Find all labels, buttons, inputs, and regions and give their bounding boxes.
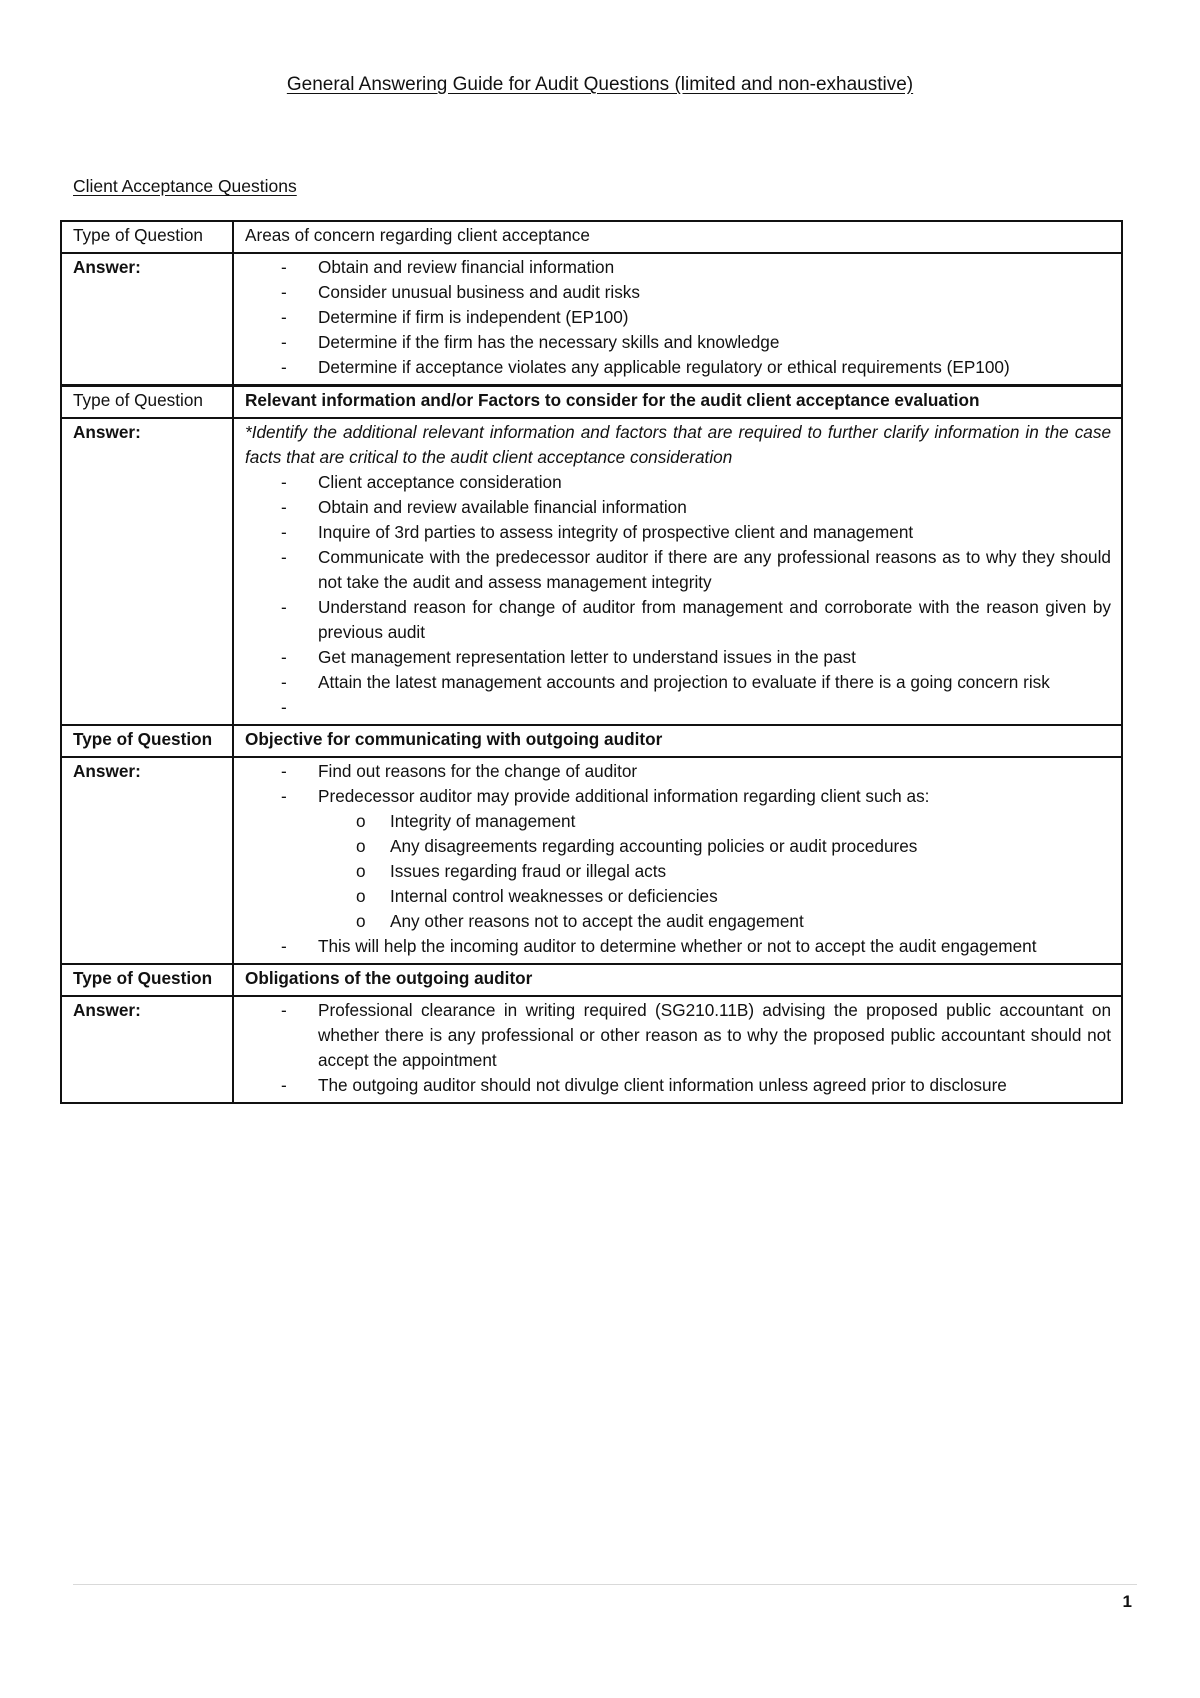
answer-row bbox=[61, 418, 1122, 725]
question-row bbox=[61, 964, 1122, 996]
answer-item: - Obtain and review available financial information bbox=[245, 495, 1111, 520]
answer-label: Answer: bbox=[61, 757, 233, 964]
answer-content bbox=[233, 418, 1122, 725]
answer-item: - Determine if acceptance violates any applicable regulatory or ethical requirements (EP100) bbox=[245, 355, 1111, 380]
type-of-question-label: Type of Question bbox=[61, 964, 233, 996]
answer-list bbox=[245, 759, 1111, 959]
answer-label: Answer: bbox=[61, 996, 233, 1103]
answer-item bbox=[245, 784, 1111, 934]
answer-item: - Obtain and review financial information bbox=[245, 255, 1111, 280]
answer-item: - Get management representation letter to understand issues in the past bbox=[245, 645, 1111, 670]
answer-item: - The outgoing auditor should not divulge client information unless agreed prior to disclosure bbox=[245, 1073, 1111, 1098]
question-row bbox=[61, 221, 1122, 253]
answer-content bbox=[233, 253, 1122, 386]
answer-list bbox=[245, 998, 1111, 1098]
document-title: General Answering Guide for Audit Questions (limited and non-exhaustive) bbox=[286, 74, 914, 95]
answer-item-text: Consider unusual business and audit risks bbox=[318, 282, 640, 302]
answer-item: - Inquire of 3rd parties to assess integrity of prospective client and management bbox=[245, 520, 1111, 545]
answer-subitem: o Integrity of management bbox=[318, 809, 1111, 834]
type-of-question-label: Type of Question bbox=[61, 725, 233, 757]
question-row bbox=[61, 725, 1122, 757]
section-heading: Client Acceptance Questions bbox=[73, 176, 297, 196]
answer-note: *Identify the additional relevant information and factors that are required to further clarify information in the case facts that are critical to the audit client acceptance consideration bbox=[245, 422, 1111, 467]
answer-item: - Find out reasons for the change of auditor bbox=[245, 759, 1111, 784]
answer-sublist bbox=[245, 809, 1111, 934]
client-acceptance-table bbox=[60, 220, 1123, 1104]
answer-item: - Communicate with the predecessor auditor if there are any professional reasons as to why they should not take the audit and assess management integrity bbox=[245, 545, 1111, 595]
answer-list bbox=[245, 255, 1111, 380]
question-text: Areas of concern regarding client acceptance bbox=[233, 221, 1122, 253]
answer-content bbox=[233, 996, 1122, 1103]
question-text: Objective for communicating with outgoing auditor bbox=[233, 725, 1122, 757]
answer-row bbox=[61, 996, 1122, 1103]
answer-item: - Determine if the firm has the necessary skills and knowledge bbox=[245, 330, 1111, 355]
answer-row bbox=[61, 253, 1122, 386]
question-text: Obligations of the outgoing auditor bbox=[233, 964, 1122, 996]
answer-item bbox=[245, 280, 1111, 305]
page-number: 1 bbox=[1122, 1592, 1132, 1611]
answer-item: - Determine if firm is independent (EP100) bbox=[245, 305, 1111, 330]
answer-item: - This will help the incoming auditor to determine whether or not to accept the audit engagement bbox=[245, 934, 1111, 959]
answer-item: - Understand reason for change of auditor from management and corroborate with the reason given by previous audit bbox=[245, 595, 1111, 645]
type-of-question-label: Type of Question bbox=[61, 386, 233, 419]
answer-item-empty bbox=[245, 695, 1111, 720]
answer-subitem: o Any other reasons not to accept the audit engagement bbox=[318, 909, 1111, 934]
answer-item: - Client acceptance consideration bbox=[245, 470, 1111, 495]
answer-row bbox=[61, 757, 1122, 964]
answer-subitem: o Issues regarding fraud or illegal acts bbox=[318, 859, 1111, 884]
answer-subitem: o Internal control weaknesses or deficiencies bbox=[318, 884, 1111, 909]
question-row bbox=[61, 386, 1122, 419]
answer-item-text: Predecessor auditor may provide additional information regarding client such as: bbox=[318, 786, 930, 806]
answer-list bbox=[245, 470, 1111, 720]
answer-item: - Professional clearance in writing required (SG210.11B) advising the proposed public accountant on whether there is any professional or other reason as to why the proposed public accountant should not accept the appointment bbox=[245, 998, 1111, 1073]
answer-item: - Attain the latest management accounts and projection to evaluate if there is a going concern risk bbox=[245, 670, 1111, 695]
answer-subitem: o Any disagreements regarding accounting policies or audit procedures bbox=[318, 834, 1111, 859]
answer-content bbox=[233, 757, 1122, 964]
footer-divider bbox=[73, 1584, 1137, 1585]
answer-label: Answer: bbox=[61, 418, 233, 725]
answer-label: Answer: bbox=[61, 253, 233, 386]
type-of-question-label: Type of Question bbox=[61, 221, 233, 253]
question-text: Relevant information and/or Factors to consider for the audit client acceptance evaluation bbox=[233, 386, 1122, 419]
